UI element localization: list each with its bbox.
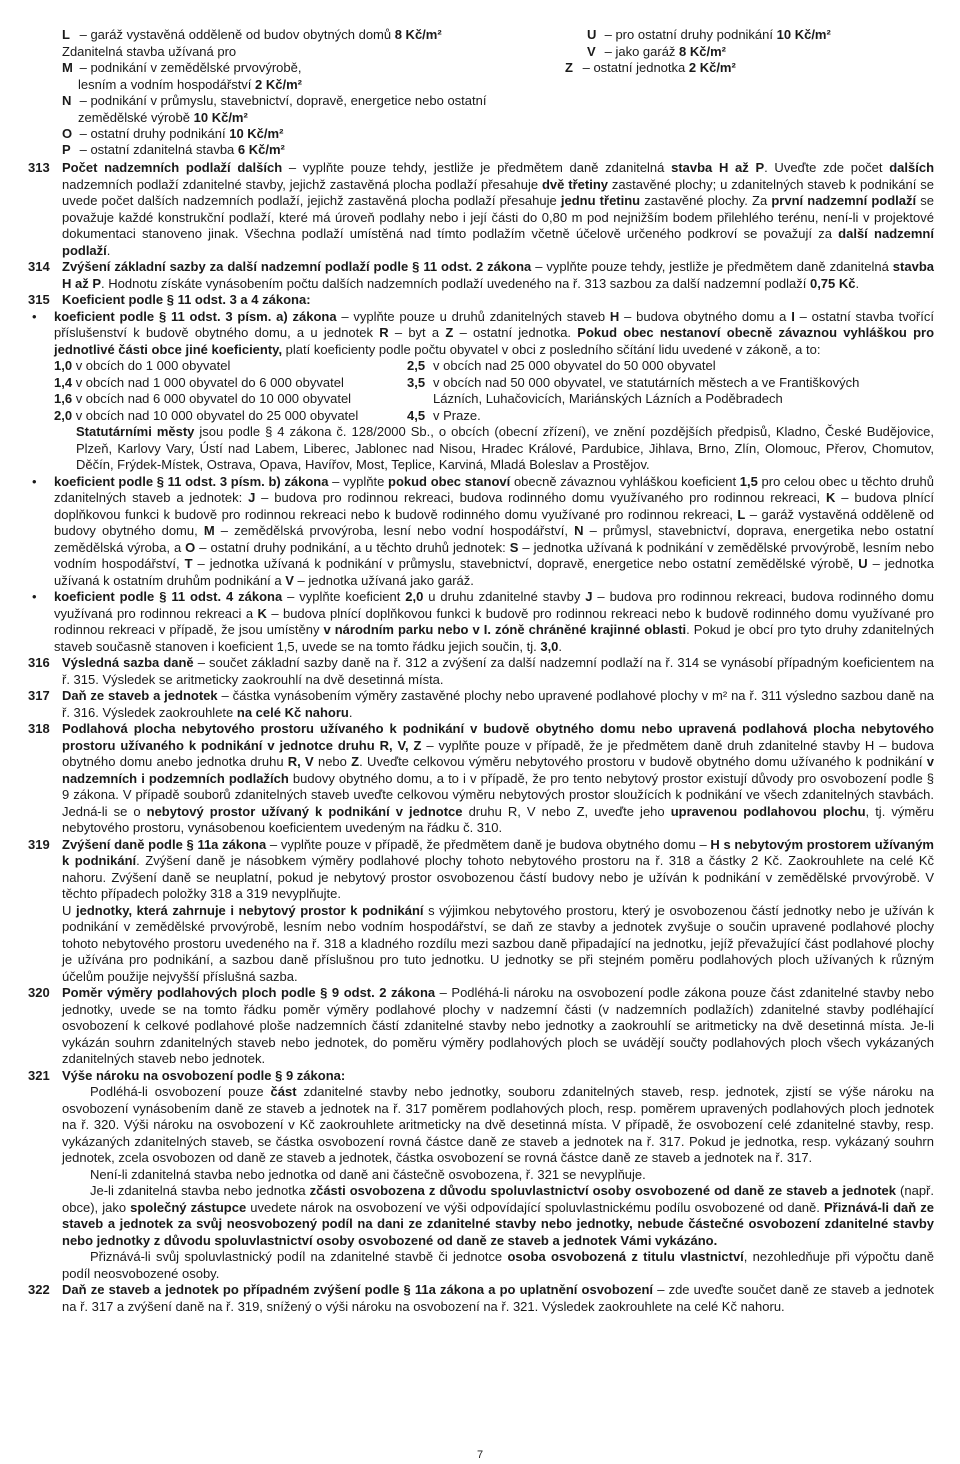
section-321-p4: Přiznává-li svůj spoluvlastnický podíl na zdanitelné stavbě či jednotce osoba osvobozená z titulu vlastnictví, nezohledňuje při výpočtu daně podíl neosvobozené osoby. <box>62 1249 934 1281</box>
type-row-heading: Zdanitelná stavba užívaná pro <box>62 43 237 59</box>
section-313: 313 Počet nadzemních podlaží dalších – vyplňte pouze tehdy, jestliže je předmětem daně zdanitelná stavba H až P. Uveďte zde počet dalších nadzemních podlaží zdanitelné stavby, jejichž zastavěná plocha podlaží přesahuje dvě třetiny zastavěné plochy; u zdanitelných staveb k podnikání se uvede počet dalších nadzemních podlaží, jejichž zastavěná plocha podlaží přesahuje jednu třetinu zastavěné plochy. Za první nadzemní podlaží se považuje každé konstrukční podlaží, které má úroveň podlahy nebo i její části do 0,80 m pod nejnižším bodem přilehlého terénu, není-li v projektové dokumentaci stanoveno jinak. Všechna podlaží umístěná nad tímto podlažím včetně účelově určeného podkroví se považují za další nadzemní podlaží. <box>28 160 935 258</box>
section-321-p1: Podléhá-li osvobození pouze část zdanitelné stavby nebo jednotky, souboru zdanitelných staveb, resp. jednotek, zjistí se výše nároku na osvobození vynásobením daně ze staveb a jednotek na ř. 317 poměrem podlahových ploch, resp. poměrem upravených podlahových ploch jednotek na ř. 320. Výši nároku na osvobození v Kč zaokrouhlete aritmeticky na dvě desetinná místa. V případě, že osvobození celé zdanitelné stavby, resp. vykázaných zdanitelných staveb, se částka osvobození rovná částce daně ze staveb a jednotek na ř. 317. Pokud je jednotka, resp. vykázaný souhrn jednotek, zcela osvobozen od daně ze staveb a jednotek, částka osvobození se rovná částce daně ze staveb a jednotek na ř. 317. <box>62 1084 935 1165</box>
section-319-unit: U jednotky, která zahrnuje i nebytový prostor k podnikání s výjimkou nebytového prostoru, který je osvobozenou částí jednotky nebo je užíván k podnikání v zemědělské prvovýrobě, lesním nebo vodním hospodářství, se daň ze stavby a jednotek zvyšuje o součin upravené podlahové plochy tohoto nebytového prostoru uvedeného na ř. 318 a kladného rozdílu mezi sazbou daně připadající na jednotku, jejíž převažující část podlahové plochy je užívána pro podnikání, a sazbou daně příslušnou pro tuto jednotku. U jednotky se při stejném poměru podlahových ploch užívaných k různým účelům použije nejvyšší příslušná sazba. <box>62 902 935 984</box>
type-row-U: U – pro ostatní druhy podnikání 10 Kč/m² <box>587 27 831 42</box>
bullet-coef-3a: • koeficient podle § 11 odst. 3 písm. a) zákona – vyplňte pouze u druhů zdanitelných staveb H – budova obytného domu a I – ostatní stavba tvořící příslušenství k budově obytného domu, a u jednotek R – byt a Z – ostatní jednotka. Pokud obec nestanoví obecně závaznou vyhláškou pro jednotlivé části obce jiné koeficienty, platí koeficienty podle počtu obyvatel v obci z posledního sčítání lidu uvedené v zákoně, a to: 1,0 v obcích do 1 000 obyvatel 2,5 v obcích nad 25 000 obyvatel do 50 000 obyvatel 1,4 v obcích nad 1 000 obyvatel do 6 000 obyvatel 3,5 v obcích nad 50 000 obyvatel, ve statutárních městech a ve Františkových 1,6 v obcích nad 6 000 obyvatel do 10 000 obyvatel Lázních, Luhačovicích, Mariánských Lázních a Poděbradech 2,0 v obcích nad 10 000 obyvatel do 25 000 obyvatel 4,5 v Praze. Statutárními městy jsou podle § 4 zákona č. 128/2000 Sb., o obcích (obecní zřízení), ve znění pozdějších předpisů, Kladno, České Budějovice, Plzeň, Karlovy Vary, Ústí nad Labem, Liberec, Jablonec nad Nisou, Hradec Králové, Pardubice, Jihlava, Brno, Zlín, Olomouc, Přerov, Chomutov, Děčín, Frýdek-Místek, Ostrava, Opava, Havířov, Most, Teplice, Karviná, Mladá Boleslav a Prostějov. <box>32 308 935 472</box>
building-type-list-right <box>565 27 945 77</box>
statutory-cities: Statutárními městy jsou podle § 4 zákona č. 128/2000 Sb., o obcích (obecní zřízení), ve znění pozdějších předpisů, Kladno, České Budějovice, Plzeň, Karlovy Vary, Ústí nad Labem, Liberec, Jablonec nad Nisou, Hradec Králové, Pardubice, Jihlava, Brno, Zlín, Olomouc, Přerov, Chomutov, Děčín, Frýdek-Místek, Ostrava, Opava, Havířov, Most, Teplice, Karviná, Mladá Boleslav a Prostějov. <box>76 424 934 472</box>
section-314: 314 Zvýšení základní sazby za další nadzemní podlaží podle § 11 odst. 2 zákona – vyplňte pouze tehdy, jestliže je předmětem daně zdanitelná stavba H až P. Hodnotu získáte vynásobením počtu dalších nadzemních podlaží uvedeného na ř. 313 sazbou za další nadzemní podlaží 0,75 Kč. <box>28 259 934 291</box>
bullet-coef-3b: • koeficient podle § 11 odst. 3 písm. b) zákona – vyplňte pokud obec stanoví obecně závaznou vyhláškou koeficient 1,5 pro celou obec u těchto druhů zdanitelných staveb a jednotek: J – budova pro rodinnou rekreaci, budova rodinného domu využívaného pro rodinnou rekreaci, K – budova plnící doplňkovou funkci k budově pro rodinnou rekreaci nebo k budově rodinného domu využívané pro rodinnou rekreaci, L – garáž vystavěná odděleně od budovy obytného domu, M – zemědělská prvovýroba, lesní nebo vodní hospodářství, N – průmysl, stavebnictví, doprava, energetika nebo ostatní zemědělská výroba, a O – ostatní druhy podnikání, a u těchto druhů jednotek: S – jednotka užívaná k podnikání v zemědělské prvovýrobě, lesním nebo vodním hospodářství, T – jednotka užívaná k podnikání v průmyslu, stavebnictví, dopravě, energetice nebo ostatní zemědělské výrobě, U – jednotka užívaná k ostatním druhům podnikání a V – jednotka užívaná jako garáž. <box>32 473 934 588</box>
type-row-M-cont: lesním a vodním hospodářství 2 Kč/m² <box>78 76 302 92</box>
type-row-P: P – ostatní zdanitelná stavba 6 Kč/m² <box>62 142 285 157</box>
type-row-O: O – ostatní druhy podnikání 10 Kč/m² <box>62 126 284 141</box>
type-row-N-cont: zemědělské výrobě 10 Kč/m² <box>78 109 248 125</box>
section-321-p3: Je-li zdanitelná stavba nebo jednotka zčásti osvobozena z důvodu spoluvlastnictví osoby osvobozené od daně ze staveb a jednotek (např. obce), jako společný zástupce uvedete nárok na osvobození ve výši odpovídající spoluvlastnickému podílu osvobozené od daně. Přiznává-li daň ze staveb a jednotek za svůj neosvobozený podíl na dani ze zdanitelné stavby nebo jednotky, nebude částečné osvobození zdanitelné stavby nebo jednotky z důvodu spoluvlastnictví osoby osvobozené od daně ze staveb a jednotek Vámi vykázáno. <box>62 1183 934 1248</box>
section-316: 316 Výsledná sazba daně – součet základní sazby daně na ř. 312 a zvýšení za další nadzemní podlaží na ř. 314 se vynásobí případným koeficientem na ř. 315. Výsledek se aritmeticky zaokrouhlí na dvě desetinná místa. <box>28 655 934 687</box>
type-row-N: N – podnikání v průmyslu, stavebnictví, dopravě, energetice nebo ostatní <box>62 93 487 108</box>
section-315: 315 Koeficient podle § 11 odst. 3 a 4 zákona: • koeficient podle § 11 odst. 3 písm. a) zákona – vyplňte pouze u druhů zdanitelných staveb H – budova obytného domu a I – ostatní stavba tvořící příslušenství k budově obytného domu, a u jednotek R – byt a Z – ostatní jednotka. Pokud obec nestanoví obecně závaznou vyhláškou pro jednotlivé části obce jiné koeficienty, platí koeficienty podle počtu obyvatel v obci z posledního sčítání lidu uvedené v zákoně, a to: 1,0 v obcích do 1 000 obyvatel 2,5 v obcích nad 25 000 obyvatel do 50 000 obyvatel 1,4 v obcích nad 1 000 obyvatel do 6 000 obyvatel 3,5 v obcích nad 50 000 obyvatel, ve statutárních městech a ve Františkových 1,6 v obcích nad 6 000 obyvatel do 10 000 obyvatel Lázních, Luhačovicích, Mariánských Lázních a Poděbradech 2,0 v obcích nad 10 000 obyvatel do 25 000 obyvatel 4,5 v Praze. Statutárními městy jsou podle § 4 zákona č. 128/2000 Sb., o obcích (obecní zřízení), ve znění pozdějších předpisů, Kladno, České Budějovice, Plzeň, Karlovy Vary, Ústí nad Labem, Liberec, Jablonec nad Nisou, Hradec Králové, Pardubice, Jihlava, Brno, Zlín, Olomouc, Přerov, Chomutov, Děčín, Frýdek-Místek, Ostrava, Opava, Havířov, Most, Teplice, Karviná, Mladá Boleslav a Prostějov. • koeficient podle § 11 odst. 3 písm. b) zákona – vyplňte pokud obec stanoví obecně závaznou vyhláškou koeficient 1,5 pro celou obec u těchto druhů zdanitelných staveb a jednotek: J – budova pro rodinnou rekreaci, budova rodinného domu využívaného pro rodinnou rekreaci, K – budova plnící doplňkovou funkci k budově pro rodinnou rekreaci nebo k budově rodinného domu využívané pro rodinnou rekreaci, L – garáž vystavěná odděleně od budovy obytného domu, M – zemědělská prvovýroba, lesní nebo vodní hospodářství, N – průmysl, stavebnictví, doprava, energetika nebo ostatní zemědělská výroba, a O – ostatní druhy podnikání, a u těchto druhů jednotek: S – jednotka užívaná k podnikání v zemědělské prvovýrobě, lesním nebo vodním hospodářství, T – jednotka užívaná k podnikání v průmyslu, stavebnictví, dopravě, energetice nebo ostatní zemědělské výrobě, U – jednotka užívaná k ostatním druhům podnikání a V – jednotka užívaná jako garáž. • koeficient podle § 11 odst. 4 zákona – vyplňte koeficient 2,0 u druhu zdanitelné stavby J – budova pro rodinnou rekreaci, budova rodinného domu využívaná pro rodinnou rekreaci a K – budova plnící doplňkovou funkci k budově pro rodinnou rekreaci nebo k budově rodinného domu využívané pro rodinnou rekreaci v případě, že jsou umístěny v národním parku nebo v I. zóně chráněné krajinné oblasti. Pokud je obcí pro tyto druhy zdanitelných staveb současně stanoven i koeficient 1,5, uvede se na tomto řádku jejich součin, tj. 3,0. <box>28 292 935 654</box>
section-318: 318 Podlahová plocha nebytového prostoru užívaného k podnikání v budově obytného domu nebo upravená podlahová plocha nebytového prostoru užívaného k podnikání v jednotce druhu R, V, Z – vyplňte pouze v případě, že je předmětem daně druh zdanitelné stavby H – budova obytného domu anebo jednotka druhu R, V nebo Z. Uveďte celkovou výměru nebytového prostoru v budově obytného domu užívaného k podnikání v nadzemních i podzemních podlažích budovy obytného domu, a to i v případě, že pro tento nebytový prostor existují důvody pro osvobození podle § 9 zákona. V případě souborů zdanitelných staveb uveďte celkovou výměru nebytových prostor sloužících k podnikání ve všech zdanitelných stavbách. Jedná-li se o nebytový prostor užívaný k podnikání v jednotce druhu R, V nebo Z, uveďte jeho upravenou podlahovou plochu, tj. výměru nebytového prostoru, vynásobenou koeficientem uvedeným na řádku č. 310. <box>28 721 934 835</box>
type-row-Z: Z – ostatní jednotka 2 Kč/m² <box>565 60 736 75</box>
bullet-coef-4: • koeficient podle § 11 odst. 4 zákona – vyplňte koeficient 2,0 u druhu zdanitelné stavby J – budova pro rodinnou rekreaci, budova rodinného domu využívaná pro rodinnou rekreaci a K – budova plnící doplňkovou funkci k budově pro rodinnou rekreaci nebo k budově rodinného domu využívané pro rodinnou rekreaci v případě, že jsou umístěny v národním parku nebo v I. zóně chráněné krajinné oblasti. Pokud je obcí pro tyto druhy zdanitelných staveb současně stanoven i koeficient 1,5, uvede se na tomto řádku jejich součin, tj. 3,0. <box>32 589 934 654</box>
section-319: 319 Zvýšení daně podle § 11a zákona – vyplňte pouze v případě, že předmětem daně je budova obytného domu – H s nebytovým prostorem užívaným k podnikání. Zvýšení daně je násobkem výměry podlahové plochy tohoto nebytového prostoru na ř. 318 a částky 2 Kč. Zaokrouhlete na celé Kč nahoru. Zvýšení daně se neuplatní, pokud je nebytový prostor osvobozenou částí budovy nebo je užíván k podnikání v zemědělské prvovýrobě. V těchto případech položky 318 a 319 nevyplňujte. U jednotky, která zahrnuje i nebytový prostor k podnikání s výjimkou nebytového prostoru, který je osvobozenou částí jednotky nebo je užíván k podnikání v zemědělské prvovýrobě, lesním nebo vodním hospodářství, se daň ze stavby a jednotek zvyšuje o součin upravené podlahové plochy tohoto nebytového prostoru uvedeného na ř. 318 a kladného rozdílu mezi sazbou daně připadající na jednotku, jejíž převažující část podlahové plochy je užívána pro podnikání, a sazbou daně příslušnou pro tuto jednotku. U jednotky se při stejném poměru podlahových ploch užívaných k různým účelům použije nejvyšší příslušná sazba. <box>28 836 935 984</box>
instructions-body <box>28 160 934 1315</box>
section-320: 320 Poměr výměry podlahových ploch podle § 9 odst. 2 zákona – Podléhá-li nároku na osvobození podle zákona pouze část zdanitelné stavby nebo jednotky, uvede se na tomto řádku poměr výměry podlahové plochy v nadzemní části (v nadzemních podlažích) zdanitelné stavby podléhající osvobození k celkové podlahové ploše nadzemních částí zdanitelné stavby nebo jednotky a zaokrouhlí se aritmeticky na dvě desetinná místa. Je-li vykázán souhrn zdanitelných staveb nebo jednotek, do poměru výměry podlahových ploch se uvádějí součty podlahových ploch všech vykázaných zdanitelných staveb nebo jednotek. <box>28 985 934 1066</box>
type-row-L: L – garáž vystavěná odděleně od budov obytných domů 8 Kč/m² <box>62 27 442 42</box>
section-321-p2: Není-li zdanitelná stavba nebo jednotka od daně ani částečně osvobozena, ř. 321 se nevyplňuje. <box>90 1166 646 1182</box>
page-number: 7 <box>476 1449 484 1461</box>
type-row-V: V – jako garáž 8 Kč/m² <box>587 43 727 59</box>
building-type-list-left <box>62 27 602 143</box>
coefficient-table: 1,0 v obcích do 1 000 obyvatel 2,5 v obcích nad 25 000 obyvatel do 50 000 obyvatel 1,4 v obcích nad 1 000 obyvatel do 6 000 obyvatel 3,5 v obcích nad 50 000 obyvatel, ve statutárních městech a ve Františkových 1,6 v obcích nad 6 000 obyvatel do 10 000 obyvatel Lázních, Luhačovicích, Mariánských Lázních a Poděbradech 2,0 v obcích nad 10 000 obyvatel do 25 000 obyvatel 4,5 v Praze. <box>54 358 860 423</box>
section-317: 317 Daň ze staveb a jednotek – částka vynásobením výměry zastavěné plochy nebo upravené podlahové plochy v m² na ř. 311 výsledno sazbou daně na ř. 316. Výsledek zaokrouhlete na celé Kč nahoru. <box>28 688 934 720</box>
section-322: 322 Daň ze staveb a jednotek po případném zvýšení podle § 11a zákona a po uplatnění osvobození – zde uveďte součet daně ze staveb a jednotek na ř. 317 a zvýšení daně na ř. 319, snížený o výši nároku na osvobození na ř. 321. Výsledek zaokrouhlete na celé Kč nahoru. <box>28 1282 935 1314</box>
section-321: 321 Výše nároku na osvobození podle § 9 zákona: Podléhá-li osvobození pouze část zdanitelné stavby nebo jednotky, souboru zdanitelných staveb, resp. jednotek, zjistí se výše nároku na osvobození vynásobením daně ze staveb a jednotek na ř. 317 poměrem podlahových ploch, resp. poměrem upravených podlahových ploch jednotek na ř. 320. Výši nároku na osvobození v Kč zaokrouhlete aritmeticky na dvě desetinná místa. V případě, že osvobození celé zdanitelné stavby, resp. vykázaných zdanitelných staveb, se částka osvobození rovná částce daně ze staveb a jednotek na ř. 317. Pokud je jednotka, resp. vykázaný souhrn jednotek, zcela osvobozen od daně ze staveb a jednotek, částka osvobození se rovná částce daně ze staveb a jednotek na ř. 317. Není-li zdanitelná stavba nebo jednotka od daně ani částečně osvobozena, ř. 321 se nevyplňuje. Je-li zdanitelná stavba nebo jednotka zčásti osvobozena z důvodu spoluvlastnictví osoby osvobozené od daně ze staveb a jednotek (např. obce), jako společný zástupce uvedete nárok na osvobození ve výši odpovídající spoluvlastnickému podílu osvobozené od daně. Přiznává-li daň ze staveb a jednotek za svůj neosvobozený podíl na dani ze zdanitelné stavby nebo jednotky, nebude částečné osvobození zdanitelné stavby nebo jednotky z důvodu spoluvlastnictví osoby osvobozené od daně ze staveb a jednotek Vámi vykázáno. Přiznává-li svůj spoluvlastnický podíl na zdanitelné stavbě či jednotce osoba osvobozená z titulu vlastnictví, nezohledňuje při výpočtu daně podíl neosvobozené osoby. <box>28 1067 935 1281</box>
type-row-M: M – podnikání v zemědělské prvovýrobě, <box>62 60 302 75</box>
